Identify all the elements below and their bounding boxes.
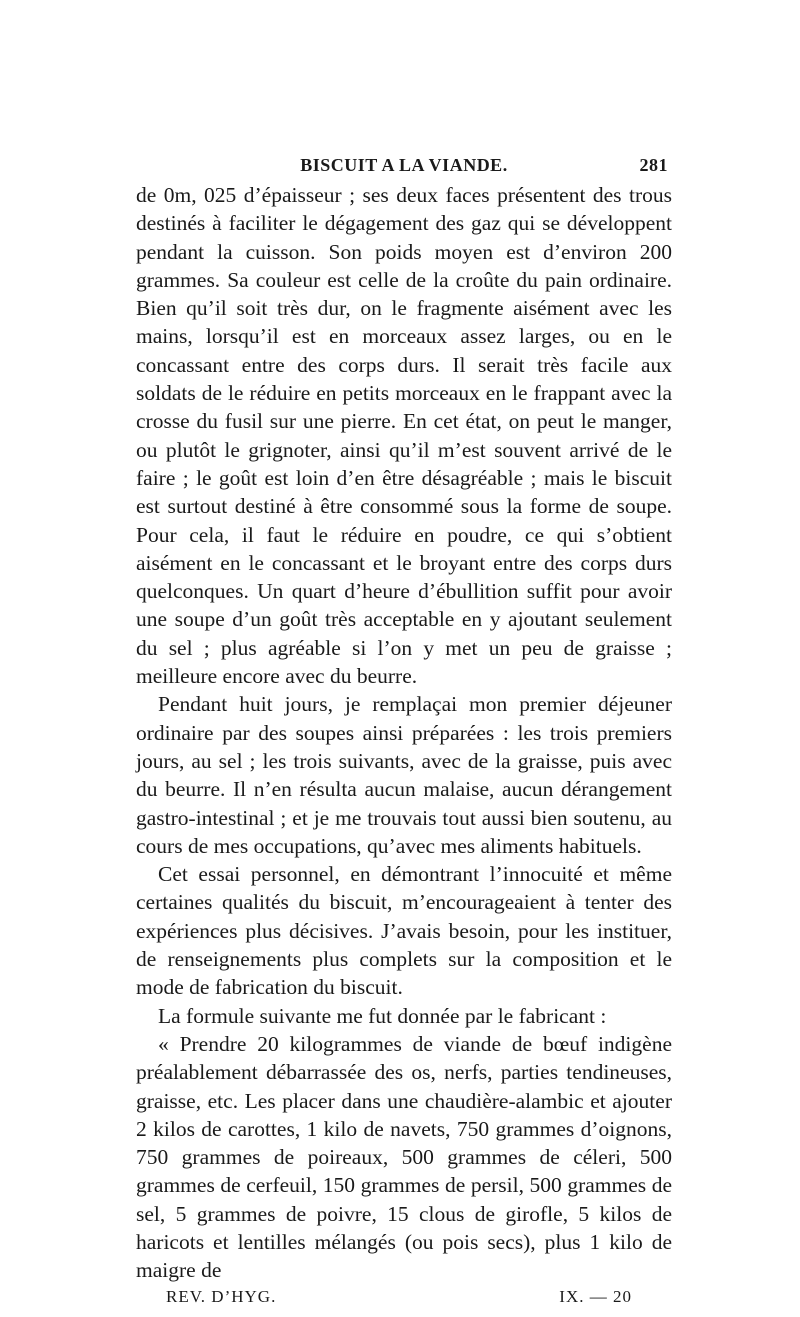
body-text — [136, 181, 672, 1285]
paragraph: Cet essai personnel, en démontrant l’innocuité et même certaines qualités du biscuit, m’encourageaient à tenter des expériences plus décisives. J’avais besoin, pour les instituer, de renseignements plus complets sur la composition et le mode de fabrication du biscuit. — [136, 862, 672, 1000]
page-number: 281 — [639, 155, 668, 175]
signature-mark: REV. D’HYG. — [166, 1286, 277, 1306]
running-header — [136, 155, 672, 181]
paragraph: La formule suivante me fut donnée par le fabricant : — [158, 1003, 607, 1028]
page — [136, 155, 672, 1317]
paragraph: de 0m, 025 d’épaisseur ; ses deux faces présentent des trous destinés à faciliter le dégagement des gaz qui se développent pendant la cuisson. Son poids moyen est d’environ 200 grammes. Sa couleur est celle de la croûte du pain ordinaire. Bien qu’il soit très dur, on le fragmente aisément avec les mains, lorsqu’il est en morceaux assez larges, ou en le concassant entre des corps durs. Il serait très facile aux soldats de le réduire en petits morceaux en le frappant avec la crosse du fusil sur une pierre. En cet état, on peut le manger, ou plutôt le grignoter, ainsi qu’il m’est souvent arrivé de le faire ; le goût est loin d’en être désagréable ; mais le biscuit est surtout destiné à être consommé sous la forme de soupe. Pour cela, il faut le réduire en poudre, ce qui s’obtient aisément en le concassant et le broyant entre des corps durs quelconques. Un quart d’heure d’ébullition suffit pour avoir une soupe d’un goût très acceptable en y ajoutant seulement du sel ; plus agréable si l’on y met un peu de graisse ; meilleure encore avec du beurre. — [136, 183, 672, 689]
running-title: BISCUIT A LA VIANDE. — [300, 155, 508, 175]
paragraph: « Prendre 20 kilogrammes de viande de bœuf indigène préalablement débarrassée des os, nerfs, parties tendineuses, graisse, etc. Les placer dans une chaudière-alambic et ajouter 2 kilos de carottes, 1 kilo de navets, 750 grammes d’oignons, 750 grammes de poireaux, 500 grammes de céleri, 500 grammes de cerfeuil, 150 grammes de persil, 500 grammes de sel, 5 grammes de poivre, 15 clous de girofle, 5 kilos de haricots et lentilles mélangés (ou pois secs), plus 1 kilo de maigre de — [136, 1031, 672, 1283]
volume-mark: IX. — 20 — [559, 1286, 632, 1306]
paragraph: Pendant huit jours, je remplaçai mon premier déjeuner ordinaire par des soupes ainsi préparées : les trois premiers jours, au sel ; les trois suivants, avec de la graisse, puis avec du beurre. Il n’en résulta aucun malaise, aucun dérangement gastro-intestinal ; et je me trouvais tout aussi bien soutenu, au cours de mes occupations, qu’avec mes aliments habituels. — [136, 692, 672, 858]
page-footer — [136, 1287, 672, 1317]
